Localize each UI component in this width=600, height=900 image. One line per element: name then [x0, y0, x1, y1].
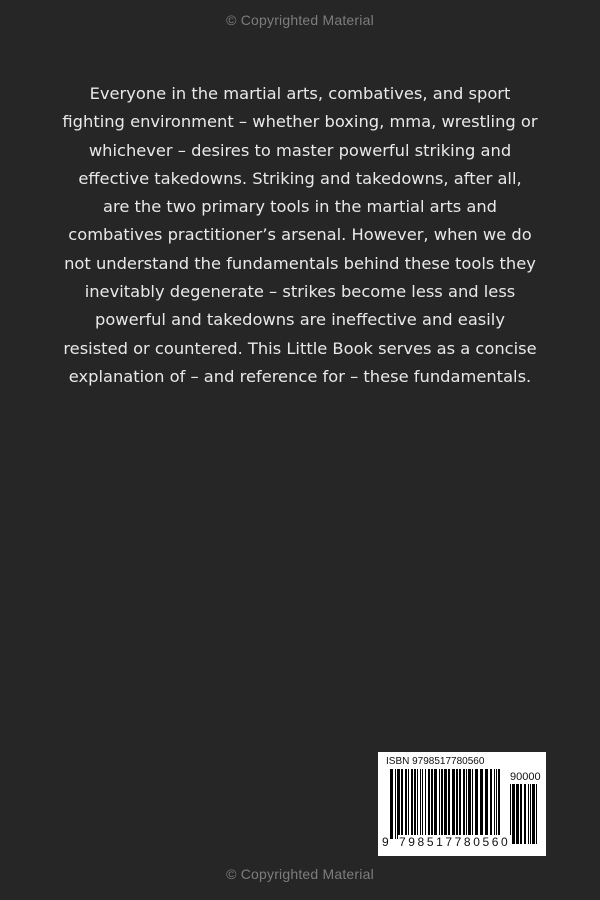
barcode-bar — [496, 769, 497, 839]
barcode-bar — [494, 769, 495, 839]
barcode-bar — [520, 784, 522, 844]
barcode-bar — [439, 769, 440, 839]
barcode-bar — [456, 769, 458, 839]
barcode-bar — [472, 769, 473, 839]
barcode-bar — [390, 769, 393, 839]
barcode-bar — [463, 769, 465, 839]
barcode-bar — [425, 769, 426, 839]
barcode-bar — [408, 769, 409, 839]
barcode-bar — [468, 769, 471, 839]
isbn-label: ISBN 9798517780560 — [386, 756, 485, 767]
copyright-watermark-top: © Copyrighted Material — [226, 12, 374, 28]
blurb-line: resisted or countered. This Little Book serves as a concise — [63, 338, 537, 358]
barcode-bar — [434, 769, 437, 839]
barcode-bar — [480, 769, 483, 839]
barcode-bar — [498, 769, 500, 839]
barcode-bar — [532, 784, 535, 844]
barcode-bar — [395, 769, 396, 839]
barcode-first-digit: 9 — [382, 835, 389, 849]
barcode-bar — [431, 769, 433, 839]
barcode-bar — [524, 784, 526, 844]
barcode-bar — [411, 769, 413, 839]
barcode-bar — [452, 769, 455, 839]
barcode-bar — [444, 769, 447, 839]
price-barcode — [510, 784, 540, 844]
barcode-bar — [428, 769, 430, 839]
barcode-bar — [516, 784, 519, 844]
barcode-bar — [459, 769, 461, 839]
blurb-line: not understand the fundamentals behind these tools they — [64, 253, 536, 273]
barcode-bar — [512, 784, 515, 844]
blurb-line: whichever – desires to master powerful striking and — [88, 140, 512, 160]
barcode-bar — [490, 769, 492, 839]
barcode-bar — [528, 784, 529, 844]
barcode-bar — [401, 769, 403, 839]
barcode-bar — [417, 769, 418, 839]
isbn-barcode-box — [378, 752, 546, 856]
blurb-line: explanation of – and reference for – these fundamentals. — [68, 366, 532, 386]
barcode-bar — [420, 769, 421, 839]
blurb-line: are the two primary tools in the martial arts and — [103, 197, 497, 217]
copyright-watermark-bottom: © Copyrighted Material — [226, 866, 374, 882]
barcode-bar — [448, 769, 450, 839]
barcode-bar — [530, 784, 531, 844]
barcode-bar — [414, 769, 416, 839]
barcode-bar — [405, 769, 407, 839]
blurb-line: inevitably degenerate – strikes become less and less — [84, 282, 516, 302]
blurb-line: combatives practitioner’s arsenal. However, when we do — [68, 225, 532, 245]
blurb-line: powerful and takedowns are ineffective and easily — [95, 310, 505, 330]
barcode-bar — [397, 769, 400, 839]
barcode-bar — [441, 769, 443, 839]
back-cover-blurb — [60, 80, 540, 391]
barcode-bar — [475, 769, 478, 839]
barcode-bar — [422, 769, 423, 839]
barcode-bar — [466, 769, 467, 839]
barcode-digits: 798517780560 — [399, 835, 511, 849]
price-code: 90000 — [510, 771, 541, 783]
ean13-barcode — [390, 769, 502, 839]
blurb-line: fighting environment – whether boxing, mma, wrestling or — [62, 112, 538, 132]
blurb-line: Everyone in the martial arts, combatives, and sport — [89, 84, 511, 103]
barcode-bar — [536, 784, 537, 844]
barcode-bar — [485, 769, 488, 839]
blurb-line: effective takedowns. Striking and takedowns, after all, — [78, 168, 522, 188]
